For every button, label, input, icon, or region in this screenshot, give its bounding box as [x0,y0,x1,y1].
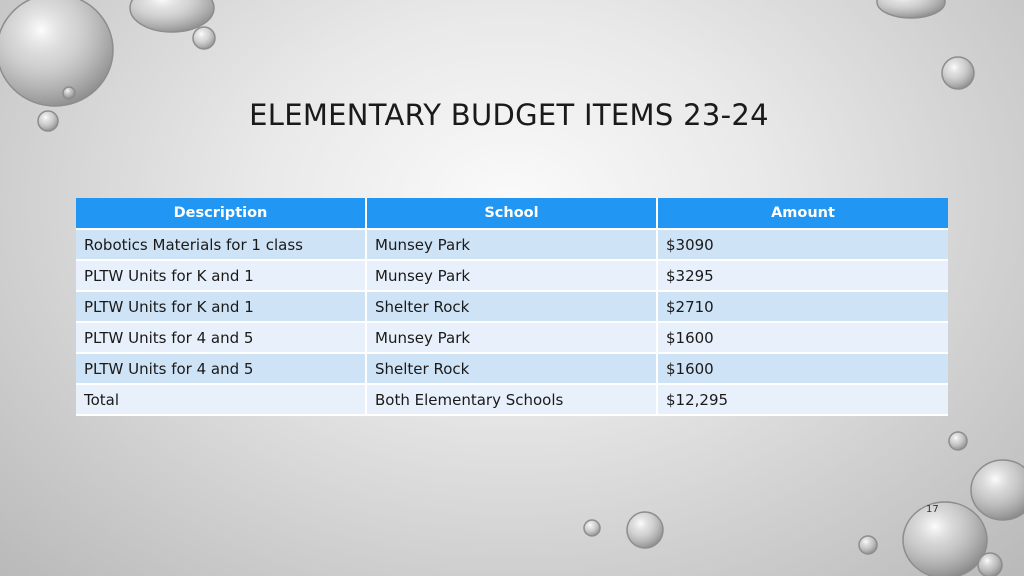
amount-cell: $1600 [657,322,948,353]
table-row-total [76,384,948,415]
column-header-amount: Amount [657,198,948,229]
amount-cell: $3295 [657,260,948,291]
school-cell: Munsey Park [366,322,657,353]
column-header-description: Description [76,198,366,229]
description-cell: PLTW Units for K and 1 [76,291,366,322]
description-cell: Total [76,384,366,415]
table-row [76,291,948,322]
table-row [76,353,948,384]
school-cell: Both Elementary Schools [366,384,657,415]
description-cell: PLTW Units for 4 and 5 [76,322,366,353]
column-header-school: School [366,198,657,229]
amount-cell: $3090 [657,229,948,260]
school-cell: Shelter Rock [366,291,657,322]
description-cell: PLTW Units for 4 and 5 [76,353,366,384]
table-header-row [76,198,948,229]
table-row [76,229,948,260]
school-cell: Shelter Rock [366,353,657,384]
description-cell: PLTW Units for K and 1 [76,260,366,291]
budget-table [76,198,948,416]
amount-cell: $2710 [657,291,948,322]
description-cell: Robotics Materials for 1 class [76,229,366,260]
amount-cell: $1600 [657,353,948,384]
school-cell: Munsey Park [366,229,657,260]
table-row [76,260,948,291]
page-number: 17 [926,504,939,515]
school-cell: Munsey Park [366,260,657,291]
amount-cell: $12,295 [657,384,948,415]
slide-title: ELEMENTARY BUDGET ITEMS 23-24 [249,98,769,132]
table-row [76,322,948,353]
